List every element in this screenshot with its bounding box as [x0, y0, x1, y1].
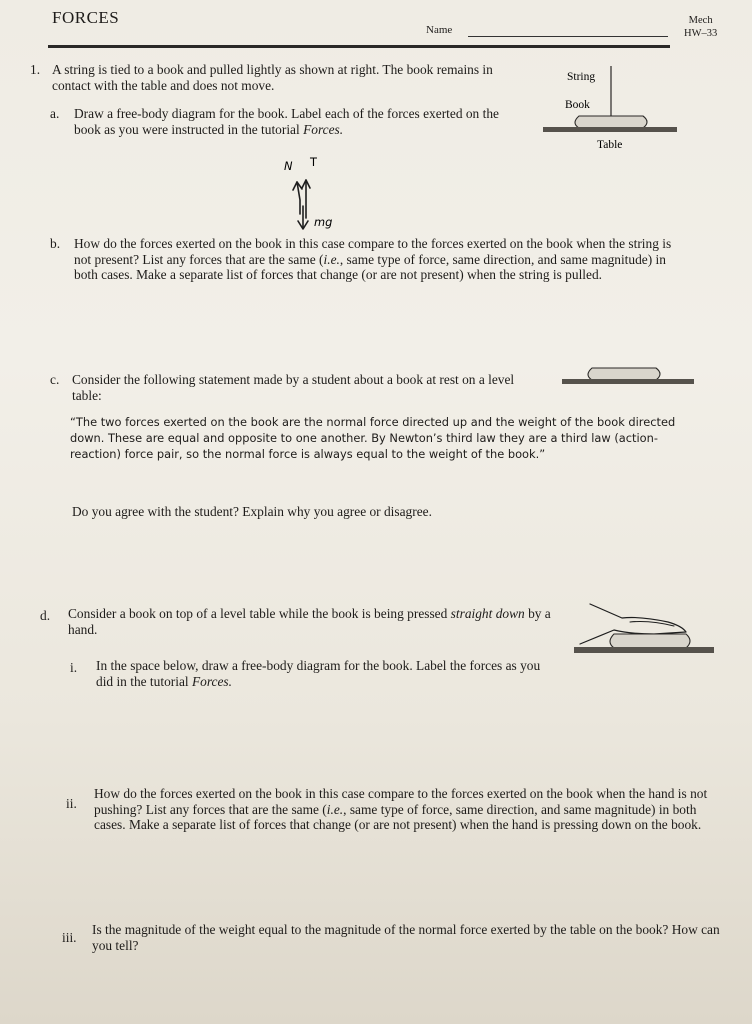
part-d-intro-end: by a hand. [68, 606, 551, 637]
part-d-intro [68, 606, 560, 637]
weight-label: mg [314, 215, 333, 229]
question-1-intro: A string is tied to a book and pulled lightly as shown at right. The book remains in contact with the table and does not move. [52, 62, 493, 93]
string-label: String [567, 71, 596, 83]
part-b-text-end: , same type of force, same direction, and same magnitude) in both cases. Make a separate list of forces that change (or are not present) when the string is pulled. [74, 251, 666, 282]
table-surface [543, 127, 677, 132]
book-shape [575, 116, 647, 128]
book-shape [588, 368, 660, 380]
handwritten-fbd [270, 148, 360, 238]
tutorial-name: Forces. [303, 121, 344, 137]
part-d-ii-text-end: , same type of force, same direction, and same magnitude) in both cases. Make a separate list of forces that change (or are not present) when the hand is pressing down on the book. [94, 801, 702, 832]
part-d-iii-label: iii. [62, 930, 77, 945]
part-d-i-label: i. [70, 660, 78, 675]
table-surface [562, 379, 694, 384]
part-d-ii-text [94, 786, 718, 833]
name-line [468, 36, 668, 37]
part-d-label: d. [40, 608, 51, 623]
table-surface [574, 647, 714, 653]
part-c-intro: Consider the following statement made by a student about a book at rest on a level table: [72, 372, 515, 403]
hand-pressing-book-figure [570, 596, 720, 666]
part-d-emphasis: straight down [450, 606, 525, 621]
table-label: Table [597, 139, 623, 151]
part-d-i-tutorial: Forces. [191, 673, 232, 689]
part-d-ii-ie: i.e. [326, 801, 344, 817]
part-b-text [74, 236, 680, 283]
student-statement: “The two forces exerted on the book are the normal force directed up and the weight of the book directed down. These are equal and opposite to one another. By Newton’s third law they are a third law (action-reaction) force pair, so the normal force is always equal to the weight of the book.” [70, 415, 676, 461]
normal-force-label: N [284, 159, 293, 173]
part-d-i-instruction: In the space below, draw a free-body diagram for the book. Label the forces as you did in the tutorial [96, 658, 541, 689]
part-d-iii-text: Is the magnitude of the weight equal to the magnitude of the normal force exerted by the table on the book? How can you tell? [92, 922, 720, 953]
course-name: Mech [688, 15, 713, 26]
part-b-text-start: How do the forces exerted on the book in this case compare to the forces exerted on the book when the string is not present? List any forces that are the same ( [74, 236, 672, 267]
part-c-label: c. [50, 372, 60, 387]
part-b-ie: i.e. [323, 251, 340, 267]
worksheet-title: FORCES [52, 8, 120, 27]
course-code [684, 14, 717, 40]
question-number: 1. [30, 62, 41, 77]
homework-number: HW–33 [684, 28, 718, 39]
part-d-i-text [96, 658, 558, 689]
part-a-instruction: Draw a free-body diagram for the book. Label each of the forces exerted on the book as you were instructed in the tutorial [74, 106, 499, 137]
book-label: Book [565, 99, 590, 111]
part-d-ii-text-start: How do the forces exerted on the book in this case compare to the forces exerted on the book when the hand is not pushing? List any forces that are the same ( [94, 786, 708, 817]
part-a-label: a. [50, 106, 60, 121]
part-b-label: b. [50, 236, 61, 251]
part-a-text [74, 106, 514, 137]
book-on-table-figure [558, 360, 698, 392]
name-label: Name [426, 24, 453, 36]
part-d-ii-label: ii. [66, 796, 77, 811]
header-rule [48, 45, 670, 48]
part-c-question: Do you agree with the student? Explain why you agree or disagree. [72, 504, 432, 519]
book-shape [610, 634, 690, 648]
tension-label: T [310, 155, 317, 169]
part-d-intro-start: Consider a book on top of a level table while the book is being pressed [68, 606, 451, 621]
string-book-figure [535, 58, 685, 158]
